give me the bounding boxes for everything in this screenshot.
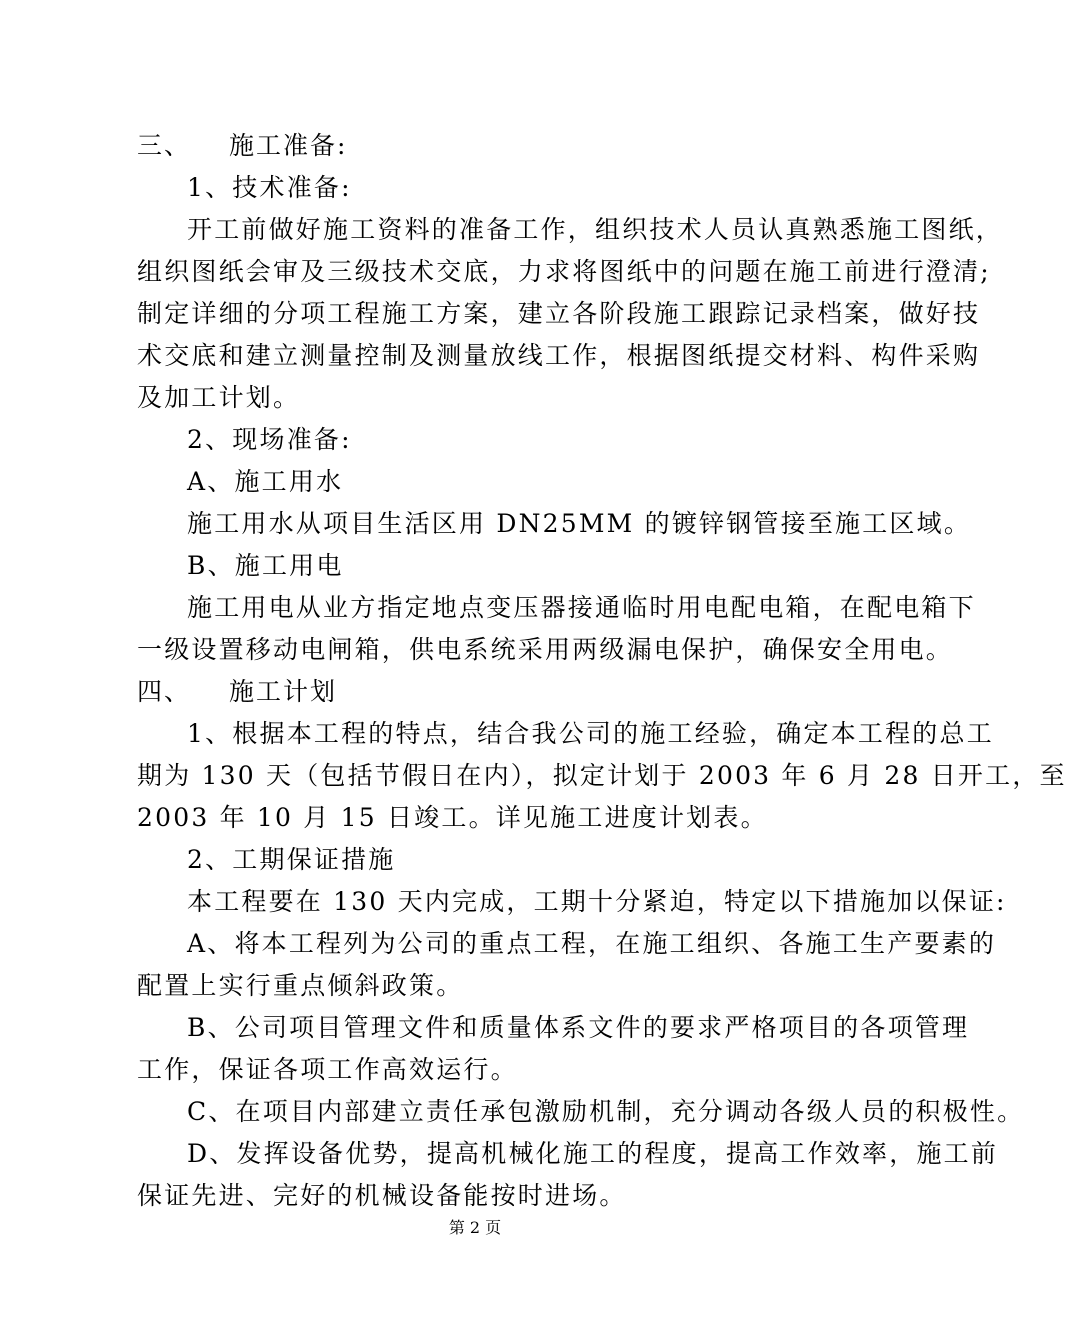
section-heading-3 (137, 130, 937, 162)
paragraph-line: 工作，保证各项工作高效运行。 (137, 1055, 518, 1084)
section-title: 施工计划 (229, 677, 338, 706)
section-heading-4 (137, 676, 937, 708)
subsection-heading: 2、工期保证措施 (187, 845, 396, 874)
subsection-heading: 1、技术准备: (187, 173, 352, 202)
section-title: 施工准备: (229, 131, 348, 160)
paragraph-line: 保证先进、完好的机械设备能按时进场。 (137, 1181, 627, 1210)
paragraph-line: 期为 130 天（包括节假日在内），拟定计划于 2003 年 6 月 28 日开工，至 (137, 761, 1067, 790)
paragraph-line: 术交底和建立测量控制及测量放线工作，根据图纸提交材料、构件采购 (137, 341, 981, 370)
paragraph-line: 1、根据本工程的特点，结合我公司的施工经验，确定本工程的总工 (187, 719, 994, 748)
paragraph-line: D、发挥设备优势，提高机械化施工的程度，提高工作效率，施工前 (187, 1139, 999, 1168)
section-number: 四、 (137, 677, 192, 706)
paragraph-line: 2003 年 10 月 15 日竣工。详见施工进度计划表。 (137, 803, 768, 832)
paragraph-line: 制定详细的分项工程施工方案，建立各阶段施工跟踪记录档案，做好技 (137, 299, 981, 328)
paragraph-line: 开工前做好施工资料的准备工作，组织技术人员认真熟悉施工图纸， (187, 215, 1004, 244)
paragraph-line: B、公司项目管理文件和质量体系文件的要求严格项目的各项管理 (187, 1013, 970, 1042)
paragraph-line: 施工用水从项目生活区用 DN25MM 的镀锌钢管接至施工区域。 (187, 509, 972, 538)
paragraph-line: 一级设置移动电闸箱，供电系统采用两级漏电保护，确保安全用电。 (137, 635, 954, 664)
subsection-heading: 2、现场准备: (187, 425, 352, 454)
item-heading: A、施工用水 (187, 467, 344, 496)
paragraph-line: 配置上实行重点倾斜政策。 (137, 971, 464, 1000)
item-heading: B、施工用电 (187, 551, 344, 580)
paragraph-line: 本工程要在 130 天内完成，工期十分紧迫，特定以下措施加以保证: (187, 887, 1007, 916)
paragraph-line: 及加工计划。 (137, 383, 301, 412)
paragraph-line: A、将本工程列为公司的重点工程，在施工组织、各施工生产要素的 (187, 929, 997, 958)
paragraph-line: C、在项目内部建立责任承包激励机制，充分调动各级人员的积极性。 (187, 1097, 1025, 1126)
section-number: 三、 (137, 131, 192, 160)
page-number: 第 2 页 (448, 1218, 502, 1237)
paragraph-line: 组织图纸会审及三级技术交底，力求将图纸中的问题在施工前进行澄清; (137, 257, 991, 286)
paragraph-line: 施工用电从业方指定地点变压器接通临时用电配电箱，在配电箱下 (187, 593, 976, 622)
